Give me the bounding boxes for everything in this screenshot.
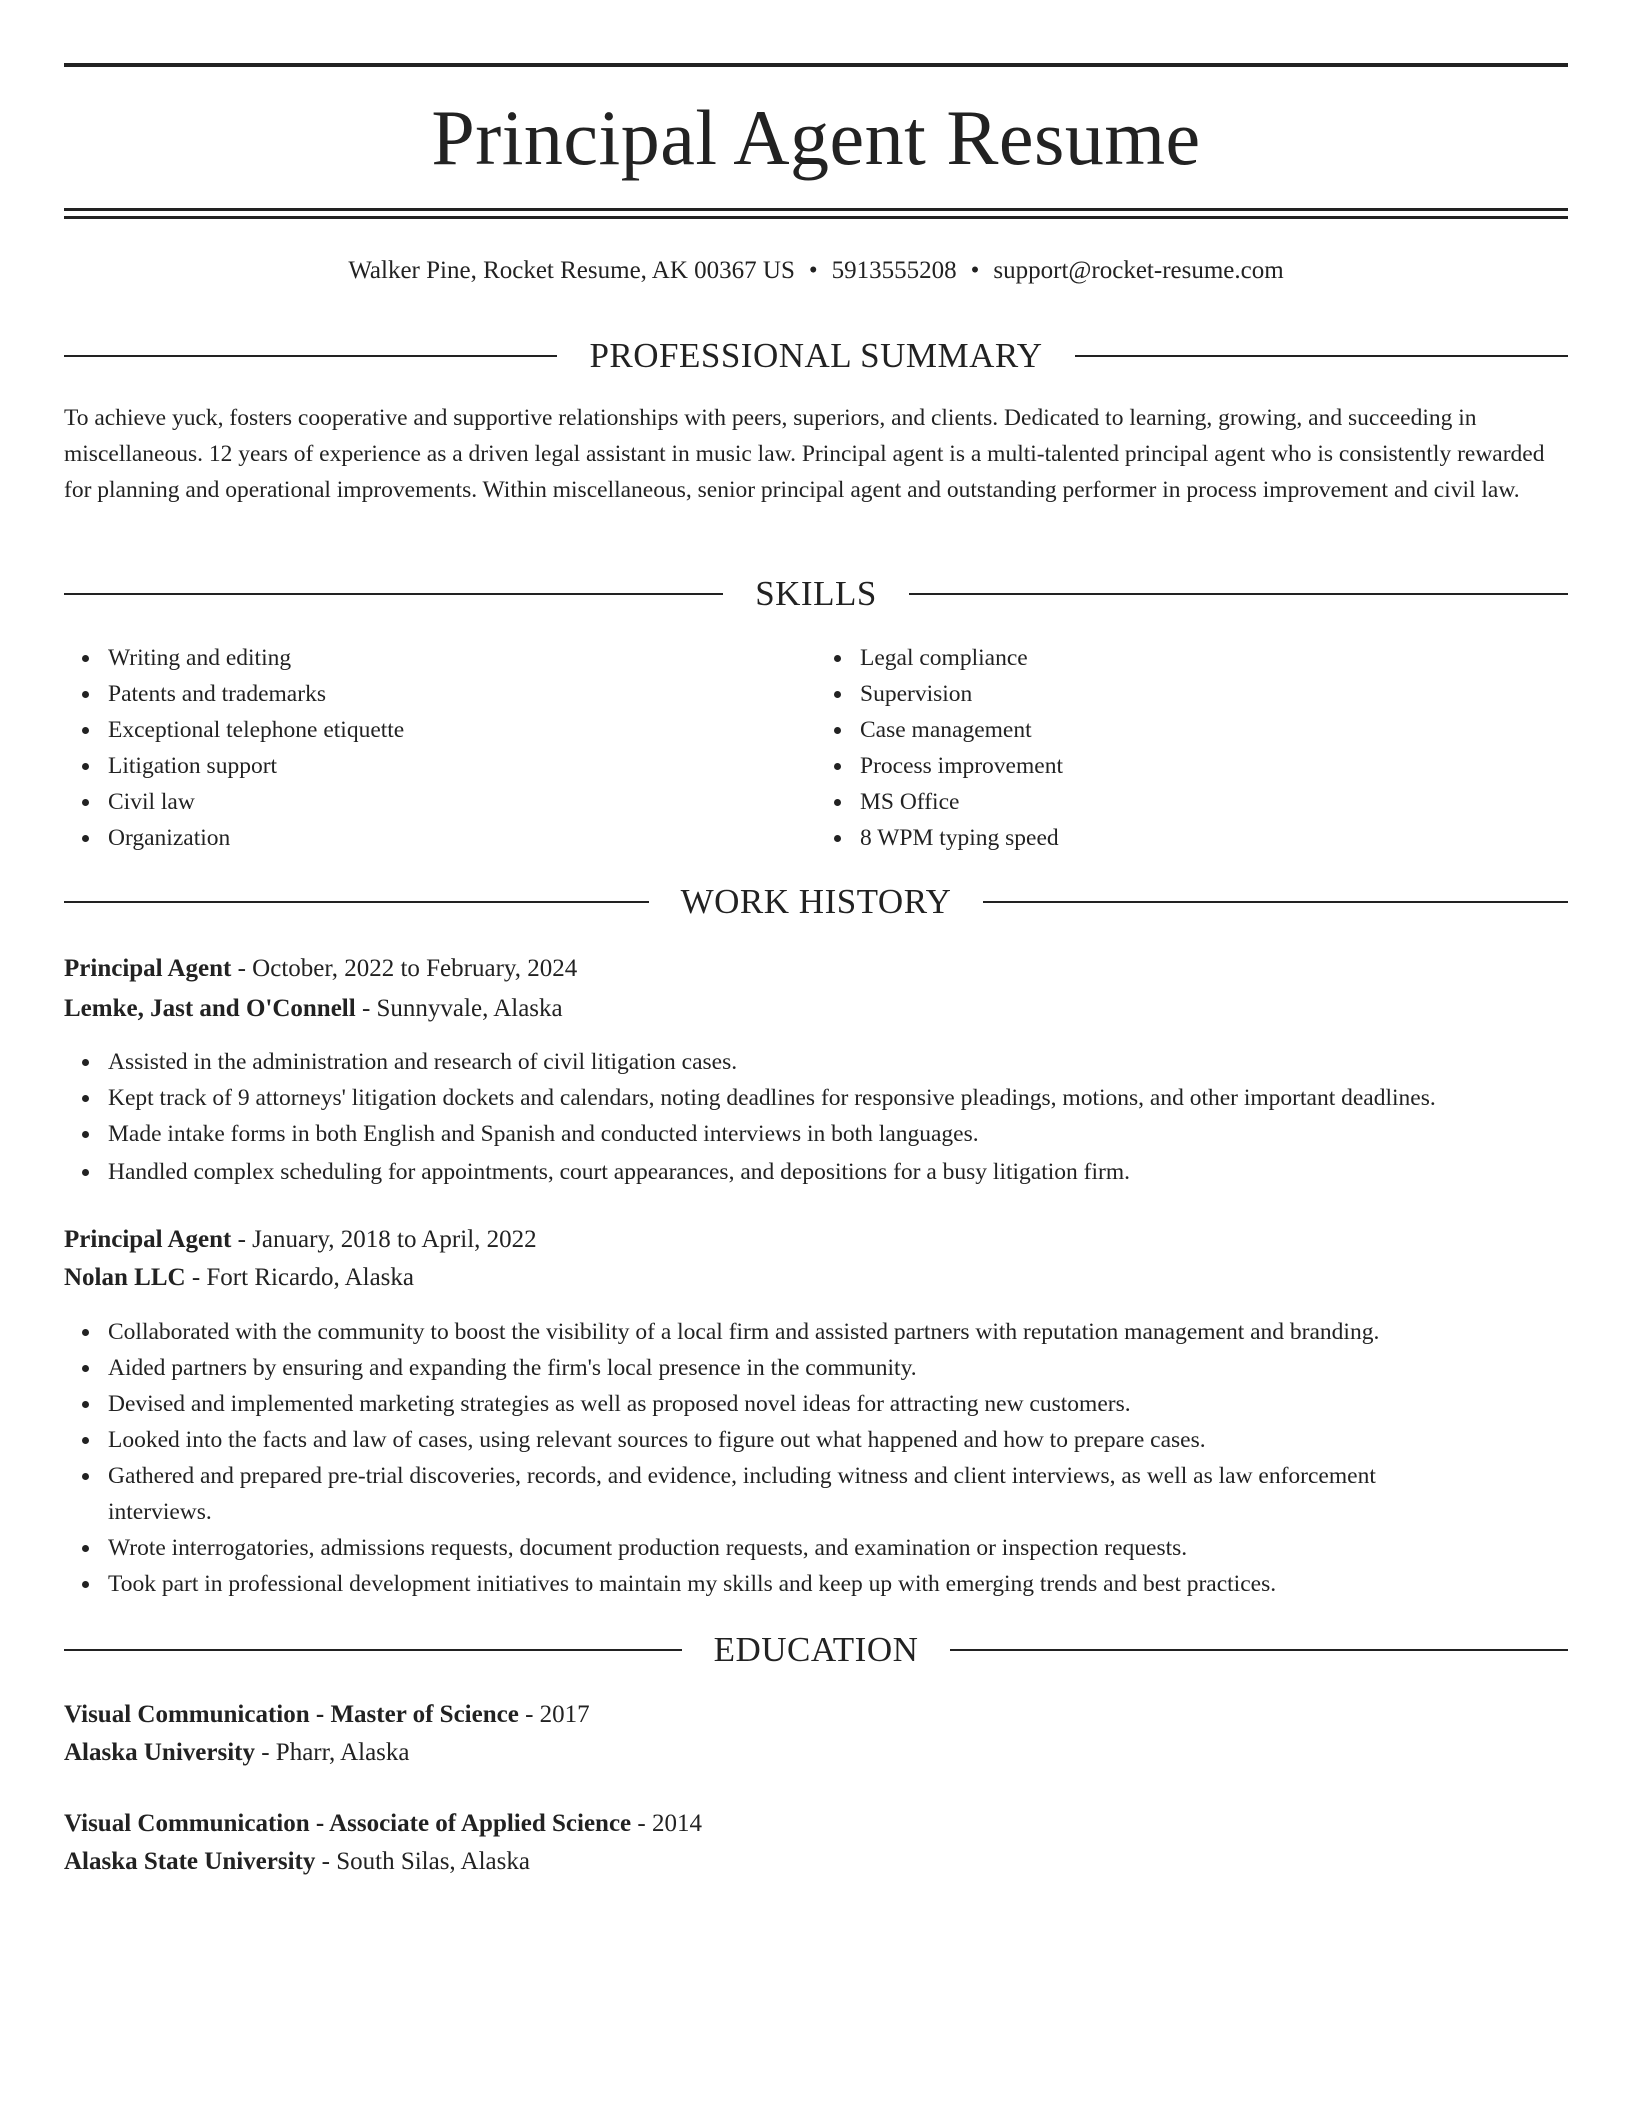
job-company: Lemke, Jast and O'Connell (64, 995, 356, 1022)
section-header-education (64, 1628, 1568, 1672)
contact-separator: • (970, 257, 980, 284)
section-header-summary (64, 334, 1568, 378)
section-rule (64, 1649, 682, 1651)
section-rule (64, 901, 649, 903)
job-bullet: Aided partners by ensuring and expanding the firm's local presence in the community. (108, 1350, 1568, 1386)
job-bullet: Assisted in the administration and research of civil litigation cases. (108, 1044, 1568, 1080)
top-rule (64, 63, 1568, 67)
skill-item: Writing and editing (108, 640, 816, 676)
contact-line (64, 254, 1568, 288)
job-location: - Fort Ricardo, Alaska (185, 1264, 414, 1291)
section-title: WORK HISTORY (680, 882, 952, 921)
education-school-line (64, 1844, 1568, 1880)
skill-item: Litigation support (108, 748, 816, 784)
skill-item: Exceptional telephone etiquette (108, 712, 816, 748)
job-bullet: Took part in professional development initiatives to maintain my skills and keep up with emerging trends and best practices. (108, 1566, 1568, 1602)
job-title-line (64, 1222, 1568, 1258)
skill-item: Legal compliance (860, 640, 1568, 676)
skills-column-left (64, 640, 816, 856)
contact-phone: 5913555208 (831, 257, 957, 284)
job-bullet: Wrote interrogatories, admissions requests, document production requests, and examination or inspection requests. (108, 1530, 1568, 1566)
section-rule (1075, 355, 1568, 357)
skill-item: Patents and trademarks (108, 676, 816, 712)
job-title-line (64, 951, 1568, 987)
summary-text: To achieve yuck, fosters cooperative and supportive relationships with peers, superiors, and clients. Dedicated to learning, growing, and succeeding in miscellaneous. 12 years of experience as a driven legal assistant in music law. Principal agent is a multi-talented principal agent who is consistently rewarded for planning and operational improvements. Within miscellaneous, senior principal agent and outstanding performer in process improvement and civil law. (64, 405, 1545, 503)
education-location: - Pharr, Alaska (254, 1739, 410, 1766)
skill-item: Case management (860, 712, 1568, 748)
education-degree-line (64, 1697, 1568, 1733)
section-rule (64, 355, 557, 357)
job-bullet: Looked into the facts and law of cases, using relevant sources to figure out what happened and how to prepare cases. (108, 1422, 1568, 1458)
job-bullet: Collaborated with the community to boost the visibility of a local firm and assisted partners with reputation management and branding. (108, 1314, 1568, 1350)
job-dates: - October, 2022 to February, 2024 (231, 955, 578, 982)
education-degree-line (64, 1806, 1568, 1842)
education-school: Alaska University (64, 1739, 255, 1766)
title-rule-upper (64, 208, 1568, 211)
skill-item: Process improvement (860, 748, 1568, 784)
page-title: Principal Agent Resume (431, 94, 1201, 181)
job-bullet: Devised and implemented marketing strategies as well as proposed novel ideas for attracting new customers. (108, 1386, 1568, 1422)
skills-list (64, 640, 1568, 856)
education-school: Alaska State University (64, 1848, 316, 1875)
education-school-line (64, 1735, 1568, 1771)
job-dates: - January, 2018 to April, 2022 (231, 1226, 537, 1253)
education-year: - 2014 (631, 1810, 702, 1837)
job-location: - Sunnyvale, Alaska (355, 995, 563, 1022)
job-company: Nolan LLC (64, 1264, 186, 1291)
education-location: - South Silas, Alaska (315, 1848, 530, 1875)
section-header-work (64, 880, 1568, 924)
contact-address: Walker Pine, Rocket Resume, AK 00367 US (348, 257, 795, 284)
title-rule-lower (64, 216, 1568, 219)
job-bullets (64, 1044, 1568, 1190)
skill-item: Supervision (860, 676, 1568, 712)
skill-item: MS Office (860, 784, 1568, 820)
education-degree: Visual Communication - Master of Science (64, 1701, 519, 1728)
section-title: PROFESSIONAL SUMMARY (589, 336, 1043, 375)
job-bullets (64, 1314, 1568, 1602)
section-title: SKILLS (755, 574, 877, 613)
job-title: Principal Agent (64, 1226, 232, 1253)
job-title: Principal Agent (64, 955, 232, 982)
section-rule (64, 593, 723, 595)
job-bullet: Handled complex scheduling for appointments, court appearances, and depositions for a busy litigation firm. (108, 1154, 1568, 1190)
section-header-skills (64, 572, 1568, 616)
contact-email: support@rocket-resume.com (993, 257, 1284, 284)
section-rule (909, 593, 1568, 595)
job-bullet: Made intake forms in both English and Spanish and conducted interviews in both languages. (108, 1116, 1568, 1152)
section-title: EDUCATION (713, 1630, 919, 1669)
skill-item: Civil law (108, 784, 816, 820)
section-rule (950, 1649, 1568, 1651)
skill-item: Organization (108, 820, 816, 856)
education-year: - 2017 (518, 1701, 590, 1728)
job-company-line (64, 991, 1568, 1027)
job-company-line (64, 1260, 1568, 1296)
contact-separator: • (808, 257, 818, 284)
skill-item: 8 WPM typing speed (860, 820, 1568, 856)
section-rule (983, 901, 1568, 903)
skills-column-right (816, 640, 1568, 856)
job-bullet: Kept track of 9 attorneys' litigation dockets and calendars, noting deadlines for responsive pleadings, motions, and other important deadlines. (108, 1080, 1568, 1116)
education-degree: Visual Communication - Associate of Applied Science (64, 1810, 632, 1837)
job-bullet: Gathered and prepared pre-trial discoveries, records, and evidence, including witness and client interviews, as well as law enforcement interviews. (108, 1458, 1568, 1530)
